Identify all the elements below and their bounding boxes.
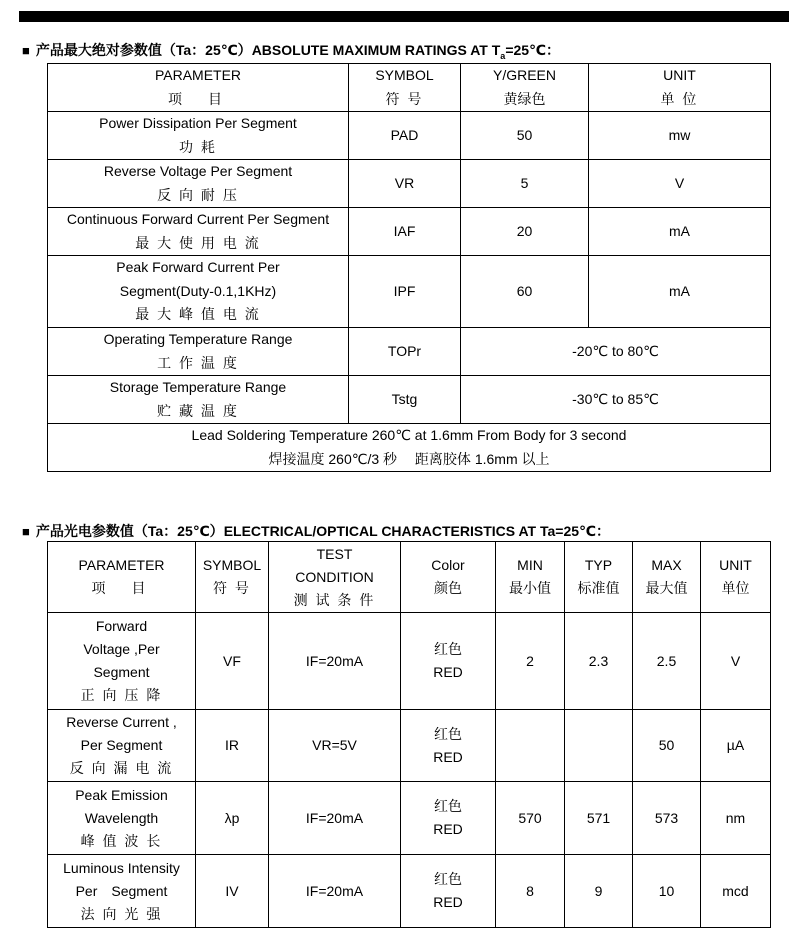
bullet-square-icon: ■ — [22, 524, 30, 539]
absolute-max-table — [47, 63, 771, 472]
table-row — [48, 855, 771, 928]
range-cell: -20℃ to 80℃ — [461, 328, 771, 376]
table-row — [48, 782, 771, 855]
param-cell: Reverse Current , Per Segment 反 向 漏 电 流 — [48, 710, 196, 782]
typ-cell: 2.3 — [565, 613, 633, 710]
range-cell: -30℃ to 85℃ — [461, 376, 771, 424]
value-cell: 5 — [461, 160, 589, 208]
header-symbol: SYMBOL 符 号 — [349, 64, 461, 112]
param-cell: Operating Temperature Range 工 作 温 度 — [48, 328, 349, 376]
header-parameter: PARAMETER 项 目 — [48, 542, 196, 613]
unit-cell: mw — [589, 112, 771, 160]
symbol-cell: VR — [349, 160, 461, 208]
test-cell: IF=20mA — [269, 855, 401, 928]
max-cell: 2.5 — [633, 613, 701, 710]
table-header-row — [48, 542, 771, 613]
param-cell: Peak Emission Wavelength 峰 值 波 长 — [48, 782, 196, 855]
param-cell: Storage Temperature Range 贮 藏 温 度 — [48, 376, 349, 424]
table-row — [48, 160, 771, 208]
color-cell: 红色 RED — [401, 855, 496, 928]
min-cell: 8 — [496, 855, 565, 928]
param-cell: Forward Voltage ,Per Segment 正 向 压 降 — [48, 613, 196, 710]
bullet-square-icon: ■ — [22, 43, 30, 58]
param-cell: Luminous Intensity Per Segment 法 向 光 强 — [48, 855, 196, 928]
header-unit: UNIT 单 位 — [589, 64, 771, 112]
color-cell: 红色 RED — [401, 613, 496, 710]
table-row — [48, 256, 771, 328]
typ-cell: 9 — [565, 855, 633, 928]
header-min: MIN 最小值 — [496, 542, 565, 613]
soldering-note: Lead Soldering Temperature 260℃ at 1.6mm From Body for 3 second 焊接温度 260℃/3 秒 距离胶体 1.6mm 以上 — [48, 424, 771, 472]
top-bar — [19, 11, 789, 22]
max-cell: 50 — [633, 710, 701, 782]
value-cell: 60 — [461, 256, 589, 328]
unit-cell: V — [589, 160, 771, 208]
symbol-cell: λp — [196, 782, 269, 855]
value-cell: 20 — [461, 208, 589, 256]
test-cell: IF=20mA — [269, 782, 401, 855]
param-cell: Reverse Voltage Per Segment 反 向 耐 压 — [48, 160, 349, 208]
color-cell: 红色 RED — [401, 710, 496, 782]
min-cell: 2 — [496, 613, 565, 710]
test-cell: IF=20mA — [269, 613, 401, 710]
section-title-electrical-optical: ■ 产品光电参数值（Ta：25℃）ELECTRICAL/OPTICAL CHARACTERISTICS AT Ta=25℃： — [22, 523, 610, 539]
symbol-cell: PAD — [349, 112, 461, 160]
unit-cell: mA — [589, 208, 771, 256]
test-cell: VR=5V — [269, 710, 401, 782]
param-cell: Peak Forward Current Per Segment(Duty-0.1,1KHz) 最 大 峰 值 电 流 — [48, 256, 349, 328]
header-ygreen: Y/GREEN 黄绿色 — [461, 64, 589, 112]
table-row — [48, 710, 771, 782]
typ-cell — [565, 710, 633, 782]
section-title-absolute-max: ■ 产品最大绝对参数值（Ta：25℃）ABSOLUTE MAXIMUM RATINGS AT $T_a=25℃$： — [22, 42, 561, 61]
table-row — [48, 208, 771, 256]
unit-cell: mcd — [701, 855, 771, 928]
symbol-cell: Tstg — [349, 376, 461, 424]
symbol-cell: TOPr — [349, 328, 461, 376]
color-cell: 红色 RED — [401, 782, 496, 855]
table-row — [48, 613, 771, 710]
header-typ: TYP 标准值 — [565, 542, 633, 613]
param-cell: Power Dissipation Per Segment 功 耗 — [48, 112, 349, 160]
param-cell: Continuous Forward Current Per Segment 最 大 使 用 电 流 — [48, 208, 349, 256]
table-footer-row — [48, 424, 771, 472]
unit-cell: mA — [589, 256, 771, 328]
header-parameter: PARAMETER 项 目 — [48, 64, 349, 112]
unit-cell: V — [701, 613, 771, 710]
min-cell: 570 — [496, 782, 565, 855]
unit-cell: µA — [701, 710, 771, 782]
header-color: Color 颜色 — [401, 542, 496, 613]
header-test-condition: TEST CONDITION 测 试 条 件 — [269, 542, 401, 613]
max-cell: 573 — [633, 782, 701, 855]
electrical-optical-table — [47, 541, 771, 928]
header-symbol: SYMBOL 符 号 — [196, 542, 269, 613]
symbol-cell: IR — [196, 710, 269, 782]
symbol-cell: VF — [196, 613, 269, 710]
symbol-cell: IV — [196, 855, 269, 928]
table-row — [48, 376, 771, 424]
header-max: MAX 最大值 — [633, 542, 701, 613]
min-cell — [496, 710, 565, 782]
typ-cell: 571 — [565, 782, 633, 855]
unit-cell: nm — [701, 782, 771, 855]
header-unit: UNIT 单位 — [701, 542, 771, 613]
table-row — [48, 112, 771, 160]
max-cell: 10 — [633, 855, 701, 928]
symbol-cell: IPF — [349, 256, 461, 328]
table-row — [48, 328, 771, 376]
table-header-row — [48, 64, 771, 112]
value-cell: 50 — [461, 112, 589, 160]
symbol-cell: IAF — [349, 208, 461, 256]
